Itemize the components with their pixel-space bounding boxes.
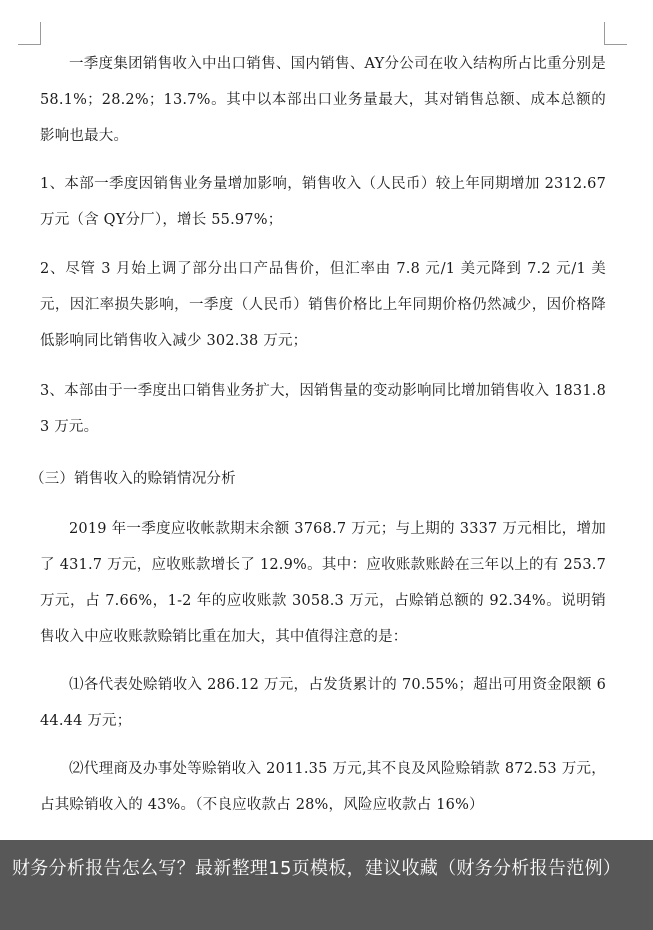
- crop-mark-top-left: [18, 22, 41, 45]
- paragraph-revenue-structure: 一季度集团销售收入中出口销售、国内销售、AY分公司在收入结构所占比重分别是 58.1%；28.2%；13.7%。其中以本部出口业务量最大，其对销售总额、成本总额的影响也最大。: [40, 56, 606, 144]
- section-heading: （三）销售收入的赊销情况分析: [30, 471, 236, 487]
- paragraph-agent-credit: ⑵代理商及办事处等赊销收入 2011.35 万元,其不良及风险赊销款 872.53 万元，占其赊销收入的 43%。（不良应收款占 28%，风险应收款占 16%）: [40, 761, 606, 813]
- paragraph-volume-impact: 1、本部一季度因销售业务量增加影响，销售收入（人民币）较上年同期增加 2312.67万元（含 QY分厂），增长 55.97%；: [40, 176, 606, 228]
- caption-overlay: [0, 840, 653, 930]
- paragraph-sales-expansion: 3、本部由于一季度出口销售业务扩大，因销售量的变动影响同比增加销售收入 1831.83 万元。: [40, 383, 606, 435]
- document-body: [30, 46, 606, 839]
- paragraph-exchange-rate-impact: 2、尽管 3 月始上调了部分出口产品售价，但汇率由 7.8 元/1 美元降到 7.2 元/1 美元，因汇率损失影响，一季度（人民币）销售价格比上年同期价格仍然减少，因价格降低影响同比销售收入减少 302.38 万元；: [40, 261, 606, 349]
- paragraph-rep-office-credit: ⑴各代表处赊销收入 286.12 万元，占发货累计的 70.55%；超出可用资金限额 644.44 万元；: [40, 677, 606, 729]
- paragraph-receivables: 2019 年一季度应收帐款期末余额 3768.7 万元；与上期的 3337 万元相比，增加了 431.7 万元，应收账款增长了 12.9%。其中：应收账款账龄在三年以上的有 253.7 万元，占 7.66%，1-2 年的应收账款 3058.3 万元，占赊销总额的 92.34%。说明销售收入中应收账款赊销比重在加大，其中值得注意的是：: [40, 521, 606, 645]
- caption-title: 财务分析报告怎么写？最新整理15页模板，建议收藏（财务分析报告范例）: [12, 858, 622, 879]
- crop-mark-top-right: [604, 22, 627, 45]
